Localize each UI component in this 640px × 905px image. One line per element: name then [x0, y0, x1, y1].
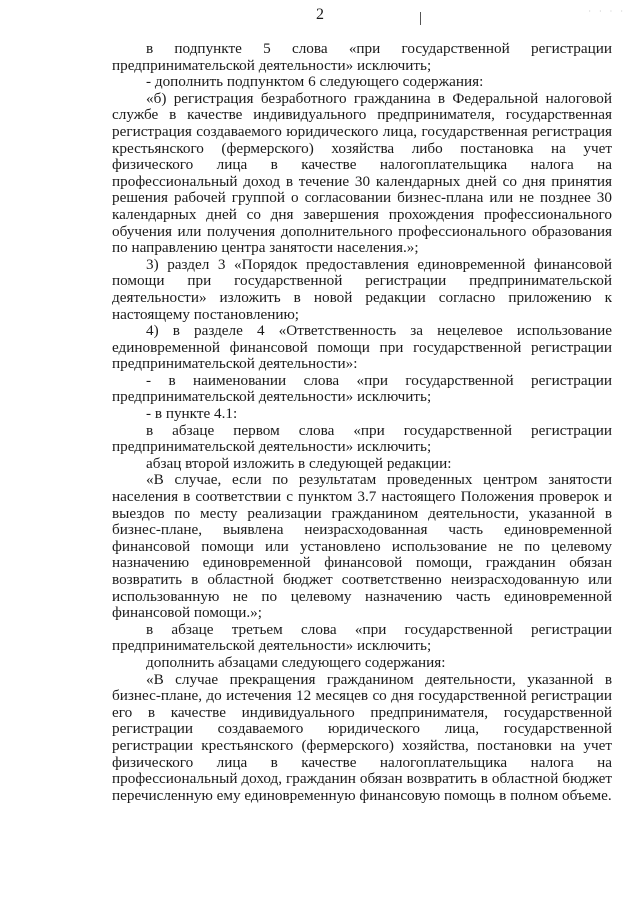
scan-mark — [420, 12, 421, 25]
paragraph-subitem-6-text: «б) регистрация безработного гражданина в Федеральной налоговой службе в качестве индивидуального предпринимателя, государственная регистрация создаваемого юридического лица, государственная регистрация крестьянского (фермерского) хозяйства либо постановка на учет физического лица в качестве налогоплательщика налога на профессиональный доход в течение 30 календарных дней со дня принятия решения рабочей группой о согласовании бизнес-плана или не позднее 30 календарных дней со дня завершения прохождения профессионального обучения или получения дополнительного профессионального образования по направлению центра занятости населения.»; — [112, 89, 612, 257]
paragraph-first-abzac: в абзаце первом слова «при государственной регистрации предпринимательской деятельности» исключить; — [112, 421, 612, 456]
paragraph-section-3: 3) раздел 3 «Порядок предоставления единовременной финансовой помощи при государственной регистрации предпринимательской деятельности» изложить в новой редакции согласно приложению к настоящему постановлению; — [112, 255, 612, 323]
document-body — [112, 41, 612, 804]
paragraph-point-4-1: - в пункте 4.1: — [146, 405, 238, 423]
paragraph-add-subitem-6: - дополнить подпунктом 6 следующего содержания: — [146, 73, 484, 91]
paragraph-second-abzac-text: «В случае, если по результатам проведенных центром занятости населения в соответствии с пунктом 3.7 настоящего Положения проверок и выездов по месту реализации гражданином деятельности, указанной в бизнес-плане, выявлена неизрасходованная часть единовременной финансовой помощи или установлено использование не по целевому назначению единовременной финансовой помощи, гражданин обязан возвратить в областной бюджет соответственно неизрасходованную или использованную не по целевому назначению часть единовременной финансовой помощи.»; — [112, 471, 612, 622]
paragraph-add-abzacs: дополнить абзацами следующего содержания: — [146, 653, 446, 671]
paragraph-section-4-title: - в наименовании слова «при государственной регистрации предпринимательской деятельности» исключить; — [112, 371, 612, 406]
paragraph-second-abzac: абзац второй изложить в следующей редакции: — [146, 454, 452, 472]
paragraph-third-abzac: в абзаце третьем слова «при государственной регистрации предпринимательской деятельности» исключить; — [112, 620, 612, 655]
paragraph-subitem-5: в подпункте 5 слова «при государственной регистрации предпринимательской деятельности» исключить; — [112, 40, 612, 74]
scan-specks: · · · · — [588, 7, 626, 16]
paragraph-termination-text: «В случае прекращения гражданином деятельности, указанной в бизнес-плане, до истечения 12 месяцев со дня государственной регистрации его в качестве индивидуального предпринимателя, государственной регистрации создаваемого юридического лица, государственной регистрации крестьянского (фермерского) хозяйства, постановки на учет физического лица в качестве налогоплательщика налога на профессиональный доход, гражданин обязан возвратить в областной бюджет перечисленную ему единовременную финансовую помощь в полном объеме. — [112, 670, 612, 804]
page-number: 2 — [316, 6, 324, 23]
paragraph-section-4: 4) в разделе 4 «Ответственность за нецелевое использование единовременной финансовой помощи при государственной регистрации предпринимательской деятельности»: — [112, 322, 612, 373]
